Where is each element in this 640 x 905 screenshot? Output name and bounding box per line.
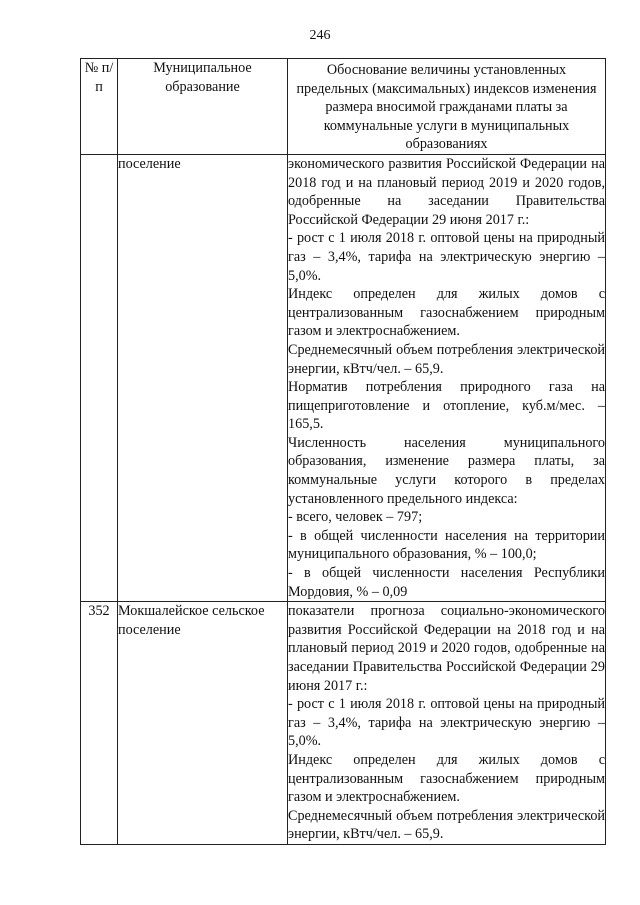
paragraph: экономического развития Российской Федерации на 2018 год и на плановый период 2019 и 2020 годов, одобренные на заседании Правительства Российской Федерации 29 июня 2017 г.: — [288, 155, 605, 228]
header-municipality: Муниципальное образование — [118, 59, 288, 155]
table-row — [81, 602, 606, 845]
row-num — [81, 154, 118, 601]
header-num: № п/п — [81, 59, 118, 155]
paragraph: - в общей численности населения Республики Мордовия, % – 0,09 — [288, 565, 605, 600]
paragraph: Индекс определен для жилых домов с централизованным газоснабжением природным газом и электроснабжением. — [288, 286, 605, 340]
table-header-row — [81, 59, 606, 155]
paragraph: Численность населения муниципального образования, изменение размера платы, за коммунальные услуги которого в пределах установленного предельного индекса: — [288, 434, 605, 507]
paragraph: показатели прогноза социально-экономического развития Российской Федерации на 2018 год и на плановый период 2019 и 2020 годов, одобренные на заседании Правительства Российской Федерации 29 июня 2017 г.: — [288, 603, 605, 694]
paragraph: - в общей численности населения на территории муниципального образования, % – 100,0; — [288, 527, 605, 563]
paragraph: Среднемесячный объем потребления электрической энергии, кВтч/чел. – 65,9. — [288, 341, 605, 377]
paragraph: - рост с 1 июля 2018 г. оптовой цены на природный газ – 3,4%, тарифа на электрическую энергию – 5,0%. — [288, 696, 605, 750]
row-municipality: Мокшалейское сельское поселение — [118, 602, 288, 845]
table-row — [81, 154, 606, 601]
header-justification: Обоснование величины установленных предельных (максимальных) индексов изменения размера вносимой гражданами платы за коммунальные услуги в муниципальных образованиях — [288, 59, 606, 155]
paragraph: Индекс определен для жилых домов с централизованным газоснабжением природным газом и электроснабжением. — [288, 751, 605, 806]
paragraph: - рост с 1 июля 2018 г. оптовой цены на природный газ – 3,4%, тарифа на электрическую энергию – 5,0%. — [288, 230, 605, 284]
row-num: 352 — [81, 602, 118, 845]
row-justification — [288, 602, 606, 845]
paragraph: - всего, человек – 797; — [288, 509, 423, 526]
paragraph: Среднемесячный объем потребления электрической энергии, кВтч/чел. – 65,9. — [288, 807, 605, 843]
row-municipality: поселение — [118, 154, 288, 601]
municipal-index-table — [80, 58, 606, 845]
paragraph: Норматив потребления природного газа на пищеприготовление и отопление, куб.м/мес. – 165,5. — [288, 379, 605, 433]
row-justification — [288, 154, 606, 601]
page-number: 246 — [309, 28, 331, 43]
